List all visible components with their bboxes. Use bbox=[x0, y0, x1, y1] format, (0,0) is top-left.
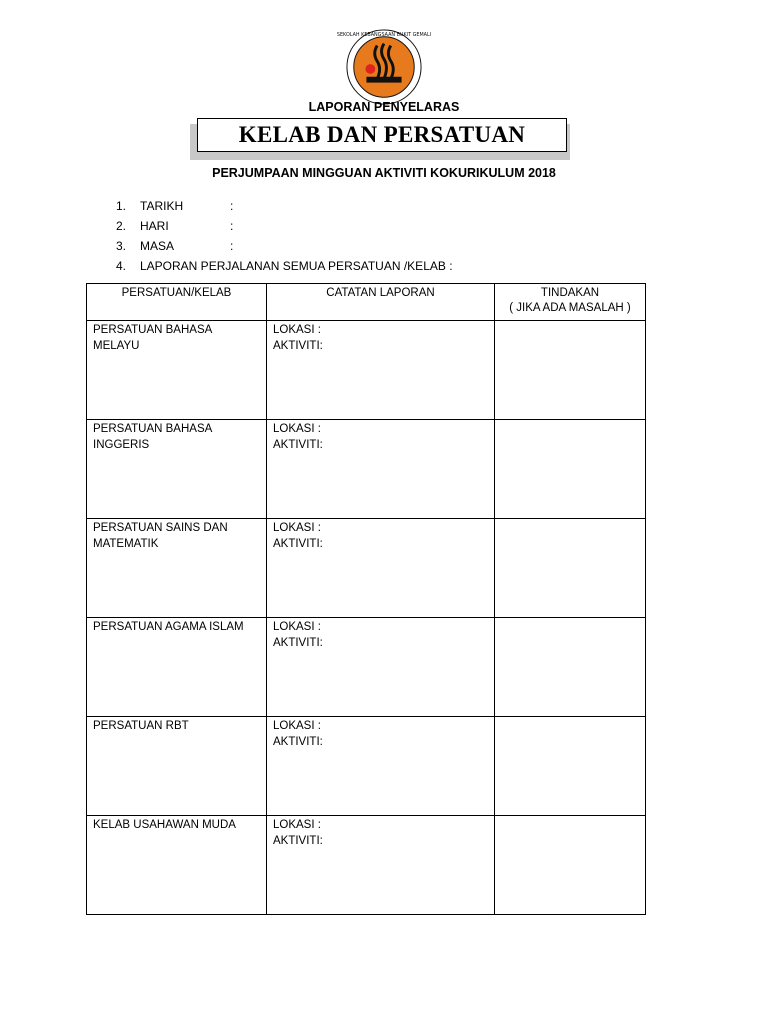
info-number: 4. bbox=[116, 259, 127, 273]
school-logo bbox=[336, 28, 432, 106]
lokasi-label: LOKASI : bbox=[273, 819, 321, 831]
subtitle: PERJUMPAAN MINGGUAN AKTIVITI KOKURIKULUM 2018 bbox=[212, 166, 556, 180]
aktiviti-label: AKTIVITI: bbox=[273, 439, 323, 451]
page-title bbox=[197, 118, 567, 152]
info-label: HARI bbox=[140, 219, 169, 233]
report-notes-cell[interactable] bbox=[267, 816, 495, 915]
info-number: 2. bbox=[116, 219, 127, 233]
club-name: PERSATUAN AGAMA ISLAM bbox=[93, 621, 244, 633]
info-colon: : bbox=[230, 199, 234, 213]
lokasi-label: LOKASI : bbox=[273, 720, 321, 732]
action-cell[interactable] bbox=[495, 321, 646, 420]
club-name-cell bbox=[87, 618, 267, 717]
table-row bbox=[87, 420, 646, 519]
info-colon: : bbox=[230, 239, 234, 253]
club-name: PERSATUAN BAHASA bbox=[93, 423, 213, 435]
info-label: TARIKH bbox=[140, 199, 184, 213]
header-persatuan: PERSATUAN/KELAB bbox=[87, 284, 267, 321]
lokasi-label: LOKASI : bbox=[273, 621, 321, 633]
aktiviti-label: AKTIVITI: bbox=[273, 835, 323, 847]
info-label: MASA bbox=[140, 239, 175, 253]
info-list bbox=[116, 196, 453, 276]
table-header-row bbox=[87, 284, 646, 321]
action-cell[interactable] bbox=[495, 717, 646, 816]
club-name-cell bbox=[87, 816, 267, 915]
info-number: 1. bbox=[116, 199, 127, 213]
report-table bbox=[86, 283, 646, 915]
aktiviti-label: AKTIVITI: bbox=[273, 340, 323, 352]
header-tindakan-line2: ( JIKA ADA MASALAH ) bbox=[509, 302, 631, 314]
report-notes-cell[interactable] bbox=[267, 321, 495, 420]
club-name-cell bbox=[87, 717, 267, 816]
page-title-text: KELAB DAN PERSATUAN bbox=[238, 122, 526, 147]
aktiviti-label: AKTIVITI: bbox=[273, 637, 323, 649]
header-catatan: CATATAN LAPORAN bbox=[267, 284, 495, 321]
aktiviti-label: AKTIVITI: bbox=[273, 538, 323, 550]
report-notes-cell[interactable] bbox=[267, 717, 495, 816]
action-cell[interactable] bbox=[495, 816, 646, 915]
info-number: 3. bbox=[116, 239, 127, 253]
info-colon: : bbox=[230, 219, 234, 233]
action-cell[interactable] bbox=[495, 618, 646, 717]
table-row bbox=[87, 321, 646, 420]
action-cell[interactable] bbox=[495, 519, 646, 618]
club-name: PERSATUAN RBT bbox=[93, 720, 189, 732]
club-name-cont: MELAYU bbox=[93, 340, 140, 352]
table-row bbox=[87, 816, 646, 915]
club-name-cont: INGGERIS bbox=[93, 439, 150, 451]
report-notes-cell[interactable] bbox=[267, 420, 495, 519]
info-item-hari bbox=[116, 216, 453, 236]
club-name-cell bbox=[87, 519, 267, 618]
club-name: PERSATUAN BAHASA bbox=[93, 324, 213, 336]
aktiviti-label: AKTIVITI: bbox=[273, 736, 323, 748]
table-row bbox=[87, 519, 646, 618]
club-name-cont: MATEMATIK bbox=[93, 538, 159, 550]
table-row bbox=[87, 717, 646, 816]
lokasi-label: LOKASI : bbox=[273, 324, 321, 336]
report-heading: LAPORAN PENYELARAS bbox=[308, 100, 460, 114]
logo-ring-text: SEKOLAH KEBANGSAAN BUKIT GEMALI bbox=[336, 31, 432, 38]
lokasi-label: LOKASI : bbox=[273, 423, 321, 435]
info-label: LAPORAN PERJALANAN SEMUA PERSATUAN /KELAB : bbox=[140, 259, 453, 273]
club-name: PERSATUAN SAINS DAN bbox=[93, 522, 228, 534]
info-item-tarikh bbox=[116, 196, 453, 216]
info-item-laporan bbox=[116, 256, 453, 276]
club-name: KELAB USAHAWAN MUDA bbox=[93, 819, 236, 831]
action-cell[interactable] bbox=[495, 420, 646, 519]
club-name-cell bbox=[87, 420, 267, 519]
header-tindakan-line1: TINDAKAN bbox=[540, 287, 600, 299]
club-name-cell bbox=[87, 321, 267, 420]
header-tindakan bbox=[495, 284, 646, 321]
table-row bbox=[87, 618, 646, 717]
lokasi-label: LOKASI : bbox=[273, 522, 321, 534]
report-notes-cell[interactable] bbox=[267, 519, 495, 618]
report-notes-cell[interactable] bbox=[267, 618, 495, 717]
info-item-masa bbox=[116, 236, 453, 256]
